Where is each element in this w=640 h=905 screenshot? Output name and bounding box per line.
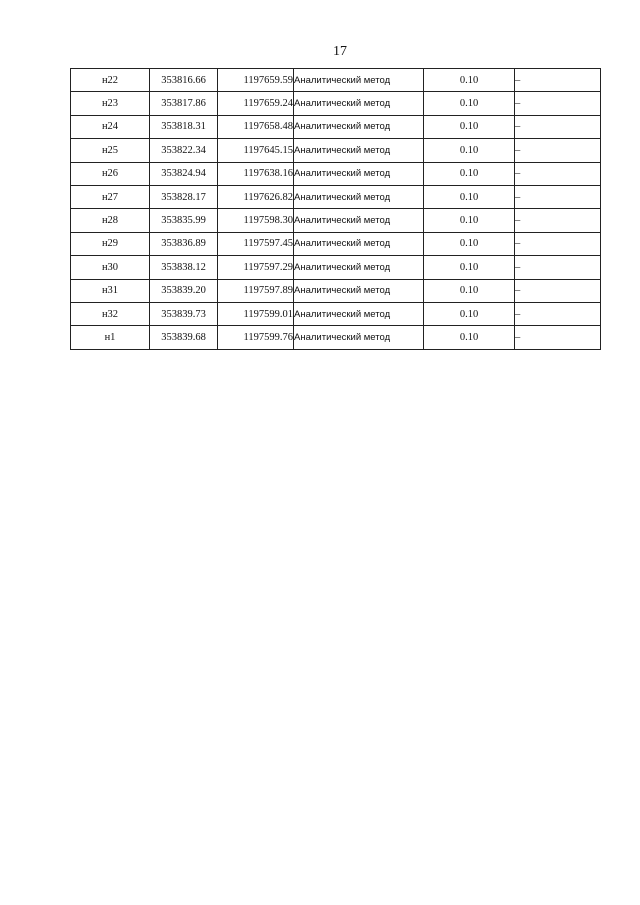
description-cell: – xyxy=(515,279,601,302)
description-cell: – xyxy=(515,326,601,349)
y-coordinate-cell: 1197599.76 xyxy=(218,326,294,349)
y-coordinate-cell: 1197658.48 xyxy=(218,115,294,138)
description-cell: – xyxy=(515,232,601,255)
x-coordinate-cell: 353828.17 xyxy=(150,185,218,208)
accuracy-cell: 0.10 xyxy=(424,185,515,208)
x-coordinate-cell: 353839.68 xyxy=(150,326,218,349)
method-cell: Аналитический метод xyxy=(294,256,424,279)
method-cell: Аналитический метод xyxy=(294,139,424,162)
x-coordinate-cell: 353835.99 xyxy=(150,209,218,232)
table-row xyxy=(71,185,601,208)
method-cell: Аналитический метод xyxy=(294,115,424,138)
x-coordinate-cell: 353822.34 xyxy=(150,139,218,162)
accuracy-cell: 0.10 xyxy=(424,209,515,232)
point-cell: н31 xyxy=(71,279,150,302)
table-row xyxy=(71,139,601,162)
x-coordinate-cell: 353838.12 xyxy=(150,256,218,279)
accuracy-cell: 0.10 xyxy=(424,279,515,302)
accuracy-cell: 0.10 xyxy=(424,162,515,185)
accuracy-cell: 0.10 xyxy=(424,326,515,349)
method-cell: Аналитический метод xyxy=(294,162,424,185)
table-row xyxy=(71,256,601,279)
point-cell: н27 xyxy=(71,185,150,208)
table-row xyxy=(71,162,601,185)
x-coordinate-cell: 353824.94 xyxy=(150,162,218,185)
point-cell: н28 xyxy=(71,209,150,232)
method-cell: Аналитический метод xyxy=(294,209,424,232)
x-coordinate-cell: 353816.66 xyxy=(150,69,218,92)
y-coordinate-cell: 1197597.29 xyxy=(218,256,294,279)
method-cell: Аналитический метод xyxy=(294,302,424,325)
point-cell: н22 xyxy=(71,69,150,92)
description-cell: – xyxy=(515,209,601,232)
table-row xyxy=(71,115,601,138)
coordinates-table xyxy=(70,68,601,350)
accuracy-cell: 0.10 xyxy=(424,232,515,255)
description-cell: – xyxy=(515,69,601,92)
accuracy-cell: 0.10 xyxy=(424,139,515,162)
y-coordinate-cell: 1197626.82 xyxy=(218,185,294,208)
description-cell: – xyxy=(515,256,601,279)
y-coordinate-cell: 1197659.24 xyxy=(218,92,294,115)
table-row xyxy=(71,302,601,325)
description-cell: – xyxy=(515,185,601,208)
y-coordinate-cell: 1197597.45 xyxy=(218,232,294,255)
method-cell: Аналитический метод xyxy=(294,232,424,255)
table-row xyxy=(71,92,601,115)
accuracy-cell: 0.10 xyxy=(424,115,515,138)
accuracy-cell: 0.10 xyxy=(424,69,515,92)
y-coordinate-cell: 1197645.15 xyxy=(218,139,294,162)
method-cell: Аналитический метод xyxy=(294,69,424,92)
table-row xyxy=(71,326,601,349)
table-row xyxy=(71,69,601,92)
description-cell: – xyxy=(515,115,601,138)
y-coordinate-cell: 1197597.89 xyxy=(218,279,294,302)
description-cell: – xyxy=(515,302,601,325)
accuracy-cell: 0.10 xyxy=(424,92,515,115)
point-cell: н26 xyxy=(71,162,150,185)
x-coordinate-cell: 353818.31 xyxy=(150,115,218,138)
table-row xyxy=(71,232,601,255)
method-cell: Аналитический метод xyxy=(294,279,424,302)
page-number: 17 xyxy=(333,44,347,59)
table-row xyxy=(71,279,601,302)
description-cell: – xyxy=(515,162,601,185)
point-cell: н29 xyxy=(71,232,150,255)
y-coordinate-cell: 1197598.30 xyxy=(218,209,294,232)
table-row xyxy=(71,209,601,232)
coordinates-table-body xyxy=(71,69,601,350)
accuracy-cell: 0.10 xyxy=(424,302,515,325)
method-cell: Аналитический метод xyxy=(294,326,424,349)
accuracy-cell: 0.10 xyxy=(424,256,515,279)
method-cell: Аналитический метод xyxy=(294,185,424,208)
method-cell: Аналитический метод xyxy=(294,92,424,115)
point-cell: н30 xyxy=(71,256,150,279)
x-coordinate-cell: 353817.86 xyxy=(150,92,218,115)
x-coordinate-cell: 353839.20 xyxy=(150,279,218,302)
point-cell: н24 xyxy=(71,115,150,138)
y-coordinate-cell: 1197638.16 xyxy=(218,162,294,185)
point-cell: н25 xyxy=(71,139,150,162)
description-cell: – xyxy=(515,139,601,162)
x-coordinate-cell: 353836.89 xyxy=(150,232,218,255)
x-coordinate-cell: 353839.73 xyxy=(150,302,218,325)
point-cell: н32 xyxy=(71,302,150,325)
y-coordinate-cell: 1197599.01 xyxy=(218,302,294,325)
point-cell: н23 xyxy=(71,92,150,115)
description-cell: – xyxy=(515,92,601,115)
y-coordinate-cell: 1197659.59 xyxy=(218,69,294,92)
point-cell: н1 xyxy=(71,326,150,349)
